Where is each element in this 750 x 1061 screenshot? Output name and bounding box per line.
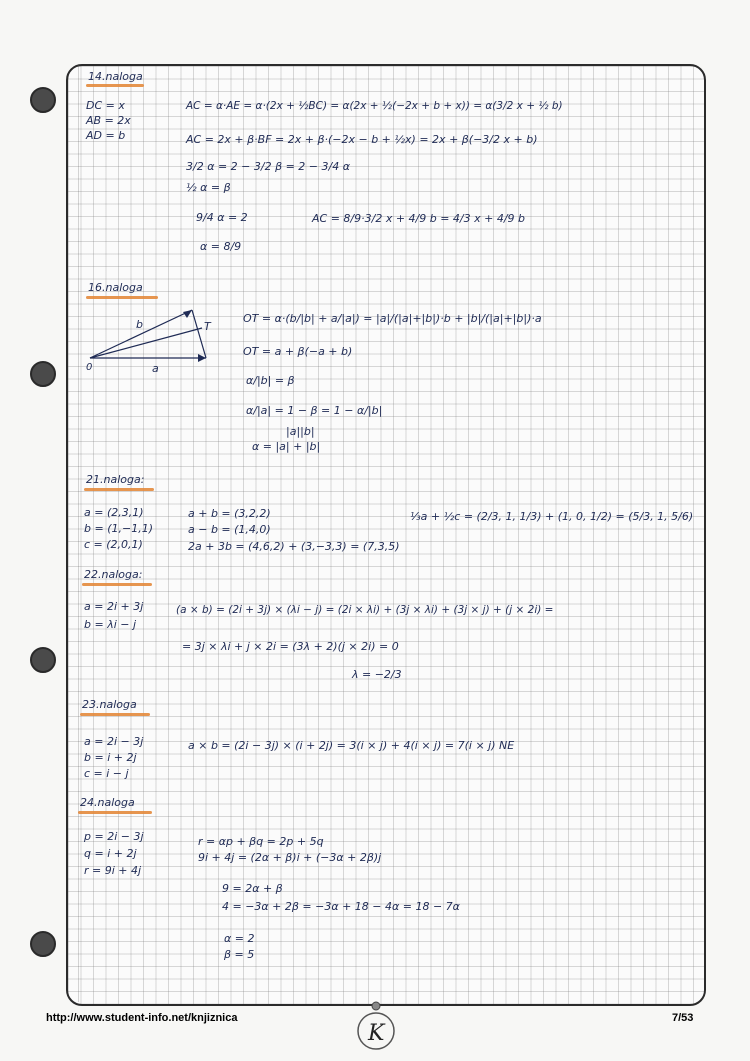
math-line: 9i + 4j = (2α + β)i + (−3α + 2β)j (198, 851, 382, 864)
margin-line (78, 64, 79, 1002)
given-line: r = 9i + 4j (84, 864, 142, 877)
section-heading-24: 24.naloga (80, 796, 135, 809)
math-line: r = αp + βq = 2p + 5q (198, 835, 324, 848)
math-line: OT = a + β(−a + b) (243, 345, 353, 358)
math-line: α/|a| = 1 − β = 1 − α/|b| (246, 404, 383, 417)
math-line: 9 = 2α + β (222, 882, 283, 895)
given-line: c = (2,0,1) (84, 538, 143, 551)
math-line: α = |a| + |b| (252, 440, 321, 453)
label-a: a (152, 362, 159, 375)
given-line: p = 2i − 3j (84, 830, 144, 843)
math-line: = 3j × λi + j × 2i = (3λ + 2)(j × 2i) = 0 (182, 640, 399, 653)
heading-highlight (78, 811, 152, 814)
math-line: AC = α·AE = α·(2x + ½BC) = α(2x + ½(−2x + b + x)) = α(3/2 x + ½ b) (186, 100, 563, 112)
given-line: AB = 2x (86, 114, 131, 127)
math-line: ½ α = β (186, 181, 231, 194)
section-heading-21: 21.naloga: (86, 473, 145, 486)
given-line: AD = b (86, 129, 126, 142)
vector-diagram (84, 300, 224, 380)
section-heading-22: 22.naloga: (84, 568, 143, 581)
math-line: 4 = −3α + 2β = −3α + 18 − 4α = 18 − 7α (222, 900, 460, 913)
math-line: a + b = (3,2,2) (188, 507, 271, 520)
math-line: 2a + 3b = (4,6,2) + (3,−3,3) = (7,3,5) (188, 540, 400, 553)
result-line: AC = 8/9·3/2 x + 4/9 b = 4/3 x + 4/9 b (312, 212, 526, 225)
section-heading-23: 23.naloga (82, 698, 137, 711)
given-line: b = i + 2j (84, 751, 137, 764)
given-line: a = 2i − 3j (84, 735, 144, 748)
given-line: DC = x (86, 99, 125, 112)
footer-url[interactable]: http://www.student-info.net/knjiznica (46, 1012, 238, 1024)
math-line: (a × b) = (2i + 3j) × (λi − j) = (2i × λi) + (3j × λi) + (3j × j) + (j × 2i) = (176, 604, 554, 616)
heading-highlight (84, 488, 154, 491)
math-line: AC = 2x + β·BF = 2x + β·(−2x − b + ½x) = 2x + β(−3/2 x + b) (186, 133, 538, 146)
math-line: |a||b| (286, 425, 315, 438)
given-line: a = 2i + 3j (84, 600, 144, 613)
math-line: 9/4 α = 2 (196, 211, 248, 224)
label-O: 0 (86, 362, 93, 373)
binder-hole (30, 931, 56, 957)
math-line: α = 2 (224, 932, 255, 945)
given-line: b = (1,−1,1) (84, 522, 153, 535)
given-line: a = (2,3,1) (84, 506, 144, 519)
given-line: b = λi − j (84, 618, 137, 631)
math-line: β = 5 (224, 948, 255, 961)
math-line: a − b = (1,4,0) (188, 523, 271, 536)
section-heading-14: 14.naloga (88, 70, 143, 83)
heading-highlight (80, 713, 150, 716)
label-T: T (204, 320, 211, 333)
page-number: 7/53 (672, 1012, 694, 1024)
logo-letter: K (368, 1021, 385, 1046)
math-line: α = 8/9 (200, 240, 242, 253)
student-info-logo (354, 998, 398, 1054)
binder-hole (30, 361, 56, 387)
math-line: OT = α·(b/|b| + a/|a|) = |a|/(|a|+|b|)·b + |b|/(|a|+|b|)·a (243, 312, 542, 325)
math-line: λ = −2/3 (352, 668, 402, 681)
heading-highlight (86, 84, 144, 87)
result-line: ⅓a + ½c = (2/3, 1, 1/3) + (1, 0, 1/2) = (5/3, 1, 5/6) (410, 510, 694, 523)
math-line: a × b = (2i − 3j) × (i + 2j) = 3(i × j) + 4(i × j) = 7(i × j) NE (188, 739, 515, 752)
given-line: q = i + 2j (84, 847, 137, 860)
math-line: α/|b| = β (246, 374, 295, 387)
grid-paper-sheet (66, 64, 706, 1006)
math-line: 3/2 α = 2 − 3/2 β = 2 − 3/4 α (186, 160, 350, 173)
heading-highlight (82, 583, 152, 586)
heading-highlight (86, 296, 158, 299)
section-heading-16: 16.naloga (88, 281, 143, 294)
label-b: b (136, 318, 143, 331)
binder-hole (30, 647, 56, 673)
given-line: c = i − j (84, 767, 129, 780)
binder-hole (30, 87, 56, 113)
